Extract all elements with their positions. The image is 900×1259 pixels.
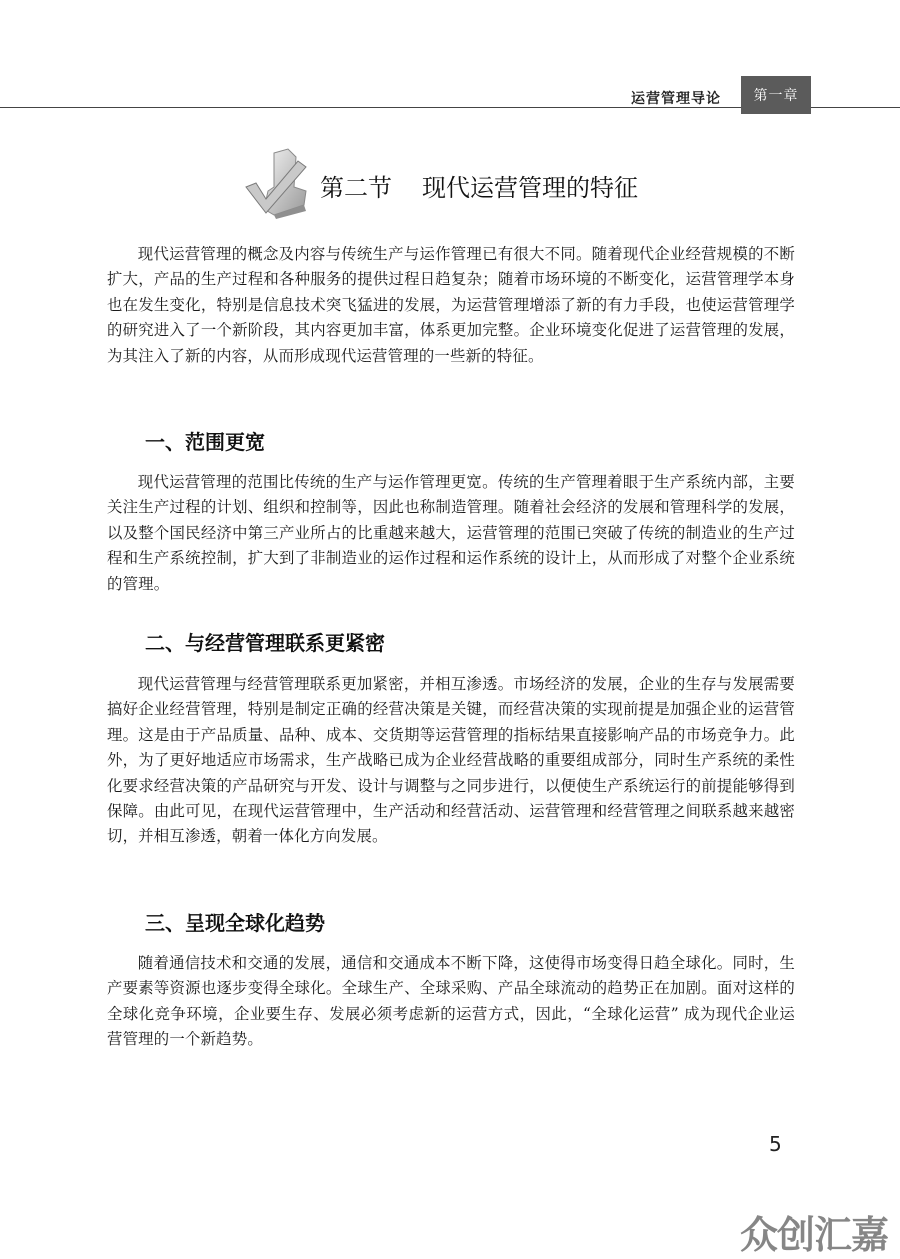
checkmark-icon (244, 147, 316, 219)
subsection-heading: 二、与经营管理联系更紧密 (145, 631, 385, 655)
section-number: 第二节 (320, 174, 392, 202)
subsection-heading: 一、范围更宽 (145, 430, 265, 454)
subsection-paragraph: 随着通信技术和交通的发展，通信和交通成本不断下降，这使得市场变得日趋全球化。同时，生产要素等资源也逐步变得全球化。全球生产、全球采购、产品全球流动的趋势正在加剧。面对这样的全球化竞争环境，企业要生存、发展必须考虑新的运营方式，因此，“全球化运营” 成为现代企业运营管理的一个新趋势。 (107, 954, 795, 1049)
subsection-heading: 三、呈现全球化趋势 (145, 911, 325, 935)
section-title-text: 现代运营管理的特征 (422, 174, 638, 202)
watermark-logo: 众创汇嘉 (740, 1213, 889, 1257)
running-header-book-title: 运营管理导论 (631, 91, 721, 107)
intro-paragraph: 现代运营管理的概念及内容与传统生产与运作管理已有很大不同。随着现代企业经营规模的不断扩大，产品的生产过程和各种服务的提供过程日趋复杂；随着市场环境的不断变化，运营管理学本身也在发生变化，特别是信息技术突飞猛进的发展，为运营管理增添了新的有力手段，也使运营管理学的研究进入了一个新阶段，其内容更加丰富，体系更加完整。企业环境变化促进了运营管理的发展，为其注入了新的内容，从而形成现代运营管理的一些新的特征。 (107, 245, 795, 365)
subsection-paragraph: 现代运营管理与经营管理联系更加紧密，并相互渗透。市场经济的发展，企业的生存与发展需要搞好企业经营管理，特别是制定正确的经营决策是关键，而经营决策的实现前提是加强企业的运营管理。这是由于产品质量、品种、成本、交货期等运营管理的指标结果直接影响产品的市场竞争力。此外，为了更好地适应市场需求，生产战略已成为企业经营战略的重要组成部分，同时生产系统的柔性化要求经营决策的产品研究与开发、设计与调整与之同步进行，以便使生产系统运行的前提能够得到保障。由此可见，在现代运营管理中，生产活动和经营活动、运营管理和经营管理之间联系越来越密切，并相互渗透，朝着一体化方向发展。 (107, 675, 795, 846)
chapter-tab: 第一章 (741, 76, 811, 114)
page-number: 5 (769, 1132, 782, 1156)
section-title (320, 168, 638, 203)
subsection-paragraph: 现代运营管理的范围比传统的生产与运作管理更宽。传统的生产管理着眼于生产系统内部，主要关注生产过程的计划、组织和控制等，因此也称制造管理。随着社会经济的发展和管理科学的发展，以及整个国民经济中第三产业所占的比重越来越大，运营管理的范围已突破了传统的制造业的生产过程和生产系统控制，扩大到了非制造业的运作过程和运作系统的设计上，从而形成了对整个企业系统的管理。 (107, 473, 795, 593)
